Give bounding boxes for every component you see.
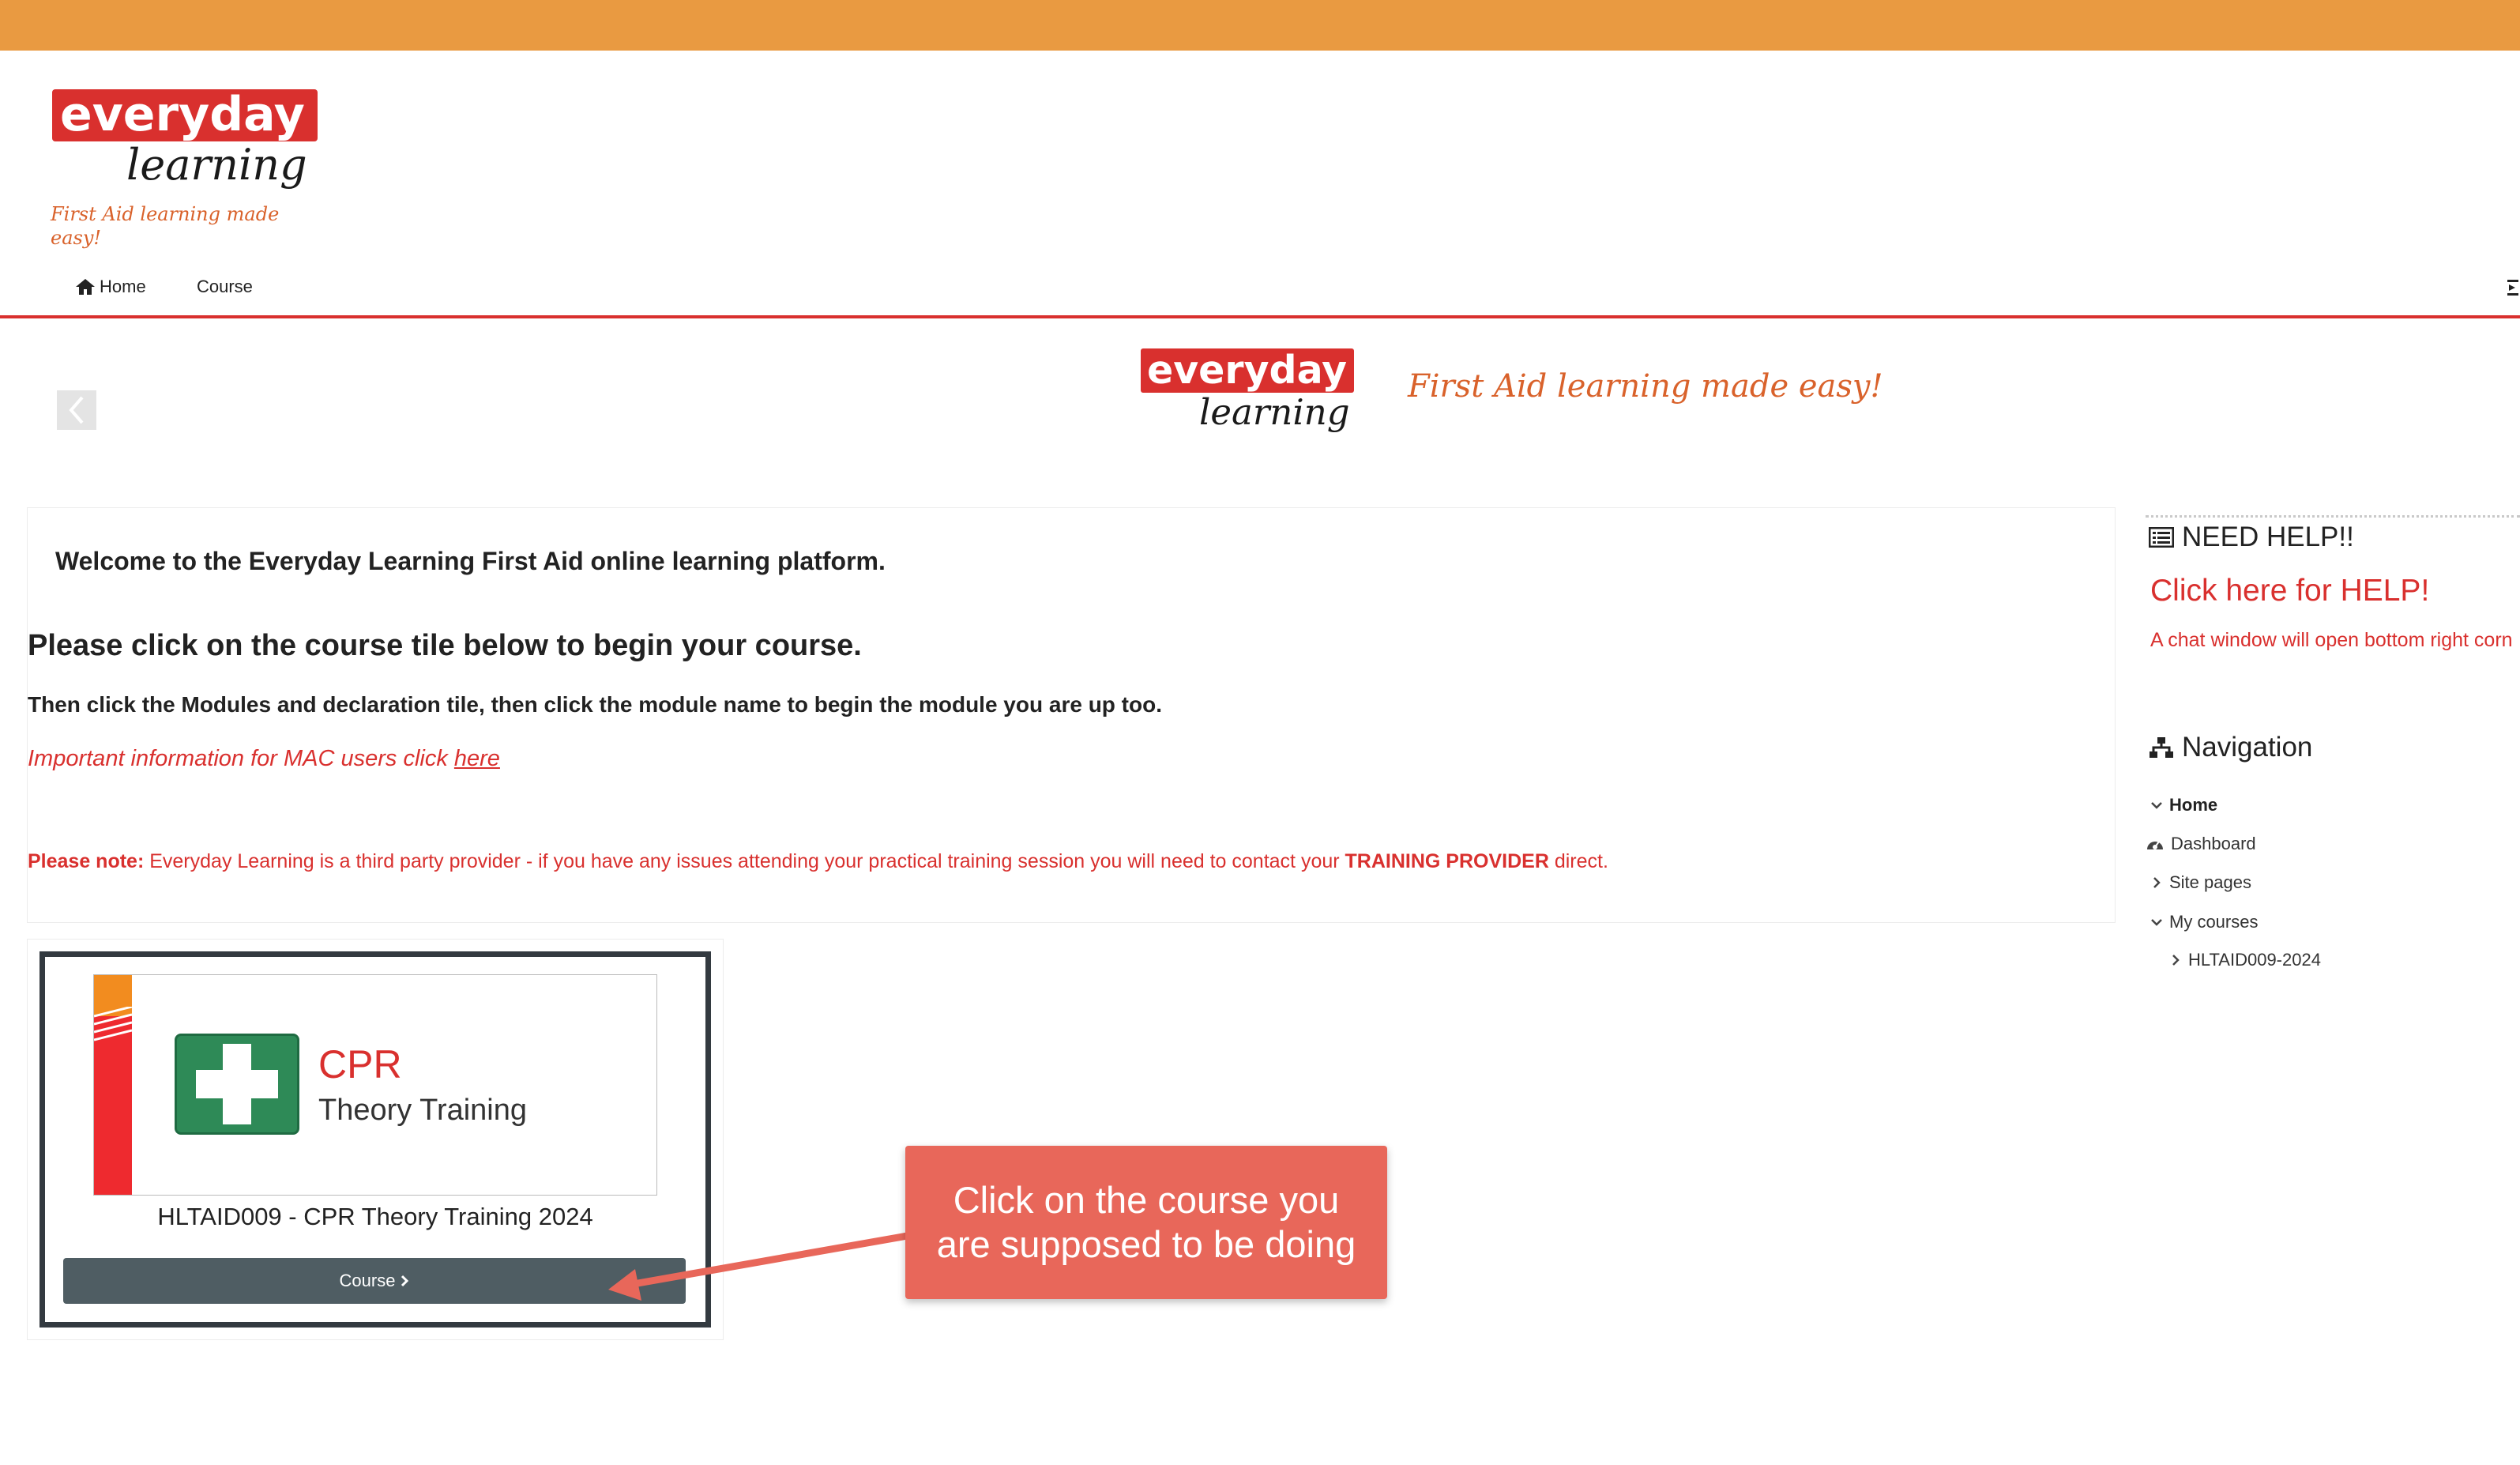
- home-icon: [74, 277, 96, 296]
- nav-tree-home[interactable]: [2150, 795, 2217, 815]
- nav-tree-course-hltaid009[interactable]: [2169, 950, 2321, 970]
- nav-home[interactable]: [74, 277, 146, 297]
- mac-info-link[interactable]: here: [453, 746, 500, 771]
- logo-script: learning: [126, 140, 307, 190]
- mac-info-text: Important information for MAC users click: [28, 746, 454, 771]
- nav-tree-site-pages-label: Site pages: [2169, 872, 2251, 892]
- drawer-toggle-icon[interactable]: [2506, 278, 2520, 297]
- welcome-text: Welcome to the Everyday Learning First Aid online learning platform.: [55, 547, 886, 575]
- course-button-label: Course: [339, 1271, 396, 1290]
- banner-logo-word: everyday: [1147, 348, 1348, 393]
- note-strong: TRAINING PROVIDER: [1345, 850, 1549, 872]
- nav-tree-my-courses-label: My courses: [2169, 912, 2259, 932]
- banner-logo: [1138, 346, 1375, 449]
- chevron-down-icon: [2150, 800, 2163, 810]
- course-title[interactable]: HLTAID009 - CPR Theory Training 2024: [157, 1203, 593, 1230]
- instruction-heading: Please click on the course tile below to begin your course.: [28, 629, 862, 662]
- sidebar-divider: [2146, 515, 2520, 518]
- banner-logo-script: learning: [1199, 391, 1350, 433]
- top-banner-strip: [0, 0, 2520, 51]
- carousel-prev-button[interactable]: [57, 390, 96, 430]
- instruction-callout: [905, 1146, 1387, 1299]
- site-logo[interactable]: [47, 85, 332, 249]
- provider-note: [28, 850, 1608, 873]
- nav-tree-dashboard-label: Dashboard: [2171, 834, 2256, 853]
- nav-home-label: Home: [100, 277, 146, 296]
- course-button[interactable]: [63, 1258, 686, 1304]
- nav-divider: [0, 315, 2520, 318]
- note-text-2: direct.: [1548, 850, 1608, 872]
- course-image-subtitle: Theory Training: [318, 1094, 528, 1127]
- nav-tree-home-label: Home: [2169, 795, 2218, 815]
- chevron-left-icon: [66, 395, 87, 425]
- nav-tree-dashboard[interactable]: [2146, 834, 2256, 854]
- logo-tagline: First Aid learning made easy!: [51, 203, 280, 249]
- logo-word: everyday: [60, 87, 305, 142]
- help-block-heading: [2149, 522, 2354, 553]
- nav-course-label: Course: [197, 277, 253, 296]
- navigation-block-heading: [2149, 732, 2312, 763]
- nav-tree-site-pages[interactable]: [2150, 872, 2251, 893]
- chevron-right-icon: [2150, 876, 2163, 889]
- help-subtext: A chat window will open bottom right corn: [2150, 629, 2513, 651]
- note-label: Please note:: [28, 850, 145, 872]
- mac-info: [28, 746, 500, 772]
- instruction-text: Then click the Modules and declaration tile, then click the module name to begin the module you are up too.: [28, 692, 1162, 717]
- chevron-right-icon: [2169, 954, 2182, 966]
- list-icon: [2149, 527, 2174, 548]
- note-text-1: Everyday Learning is a third party provider - if you have any issues attending your practical training session you will need to contact your: [144, 850, 1345, 872]
- banner-tagline: First Aid learning made easy!: [1408, 368, 1883, 405]
- nav-tree-my-courses[interactable]: [2150, 912, 2258, 932]
- dashboard-icon: [2146, 835, 2165, 853]
- help-heading-label: NEED HELP!!: [2182, 522, 2354, 552]
- callout-line-2: are supposed to be doing: [936, 1223, 1356, 1265]
- navigation-heading-label: Navigation: [2182, 732, 2313, 763]
- sitemap-icon: [2149, 736, 2174, 759]
- nav-course[interactable]: [197, 277, 253, 297]
- first-aid-cross-icon: [175, 1034, 299, 1135]
- help-link[interactable]: Click here for HELP!: [2150, 574, 2430, 608]
- callout-line-1: Click on the course you: [953, 1179, 1340, 1221]
- course-image[interactable]: [93, 974, 657, 1196]
- chevron-right-icon: [400, 1275, 409, 1287]
- nav-tree-course-label: HLTAID009-2024: [2188, 950, 2321, 970]
- chevron-down-icon: [2150, 917, 2163, 927]
- course-image-title: CPR: [318, 1042, 402, 1087]
- callout-arrow: [600, 1217, 932, 1312]
